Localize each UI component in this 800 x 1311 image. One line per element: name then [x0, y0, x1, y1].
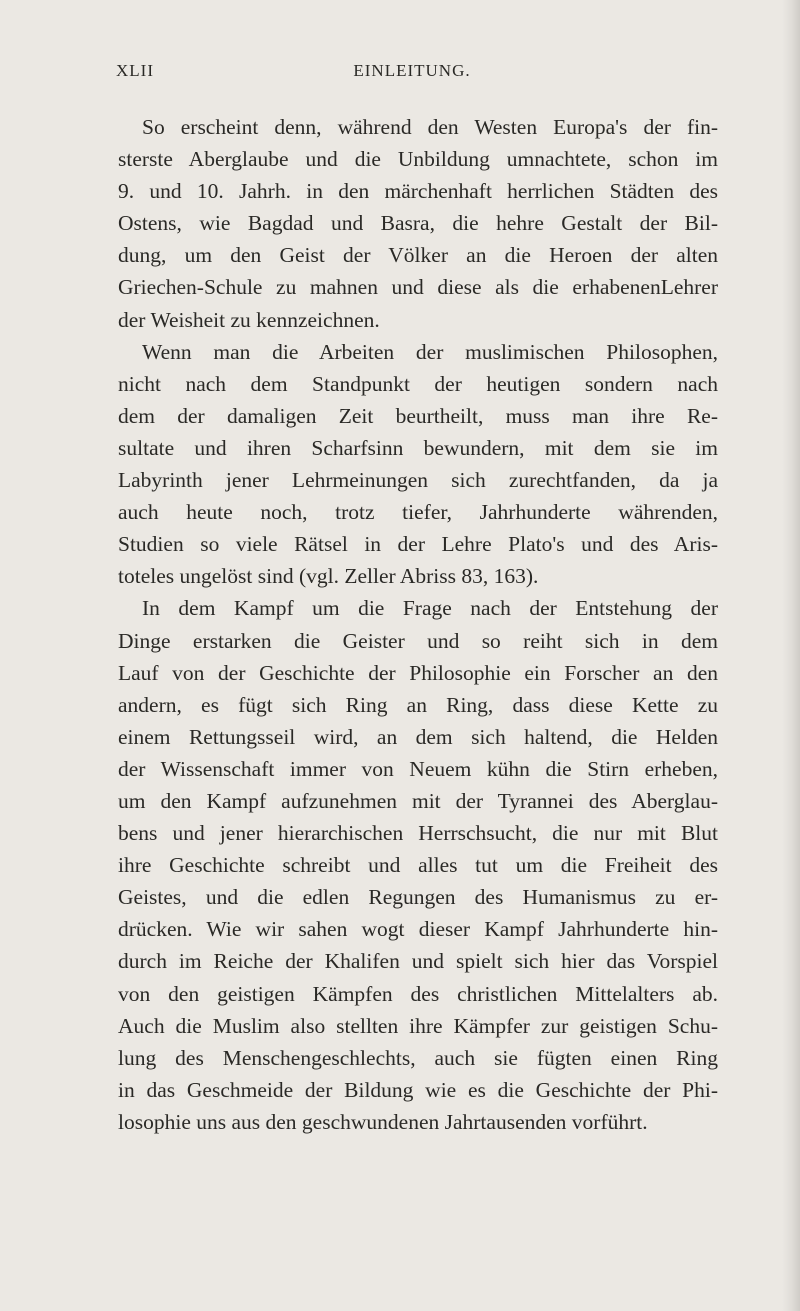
text-line: So erscheint denn, während den Westen Europa's der fin-: [142, 115, 718, 139]
text-line: Wenn man die Arbeiten der muslimischen Philosophen,: [142, 339, 718, 364]
section-title: EINLEITUNG.: [353, 61, 471, 80]
text-line: Labyrinth jener Lehrmeinungen sich zurechtfanden, da ja: [118, 468, 718, 493]
text-line: sultate und ihren Scharfsinn bewundern, mit dem sie im: [118, 435, 718, 460]
text-line: dung, um den Geist der Völker an die Heroen der alten: [118, 243, 718, 268]
text-line: ihre Geschichte schreibt und alles tut um die Freiheit des: [118, 853, 718, 878]
text-line: Dinge erstarken die Geister und so reiht sich in dem: [118, 628, 718, 653]
text-line: 9. und 10. Jahrh. in den märchenhaft herrlichen Städten des: [118, 179, 718, 204]
text-line: dem der damaligen Zeit beurtheilt, muss man ihre Re-: [118, 403, 718, 428]
text-line: Ostens, wie Bagdad und Basra, die hehre Gestalt der Bil-: [118, 211, 718, 236]
running-header: [116, 61, 720, 85]
body-text: [118, 111, 718, 1138]
text-line: auch heute noch, trotz tiefer, Jahrhunderte währenden,: [118, 500, 718, 525]
text-line: toteles ungelöst sind (vgl. Zeller Abriss 83, 163).: [118, 564, 539, 589]
text-line: der Weisheit zu kennzeichnen.: [118, 307, 380, 332]
text-line: um den Kampf aufzunehmen mit der Tyrannei des Aberglau-: [118, 788, 718, 813]
text-line: Griechen-Schule zu mahnen und diese als die erhabenenLehrer: [118, 275, 718, 300]
page-number: XLII: [116, 61, 154, 80]
text-line: In dem Kampf um die Frage nach der Entstehung der: [142, 596, 718, 621]
text-line: durch im Reiche der Khalifen und spielt sich hier das Vorspiel: [118, 949, 718, 974]
text-line: Studien so viele Rätsel in der Lehre Plato's und des Aris-: [118, 532, 718, 557]
text-line: sterste Aberglaube und die Unbildung umnachtete, schon im: [118, 147, 718, 172]
page-edge-shadow: [782, 0, 800, 1311]
text-line: in das Geschmeide der Bildung wie es die Geschichte der Phi-: [118, 1077, 718, 1102]
text-line: Geistes, und die edlen Regungen des Humanismus zu er-: [118, 885, 718, 910]
text-line: lung des Menschengeschlechts, auch sie fügten einen Ring: [118, 1045, 718, 1070]
text-line: Lauf von der Geschichte der Philosophie ein Forscher an den: [118, 660, 718, 685]
text-line: von den geistigen Kämpfen des christlichen Mittelalters ab.: [118, 981, 718, 1006]
text-line: drücken. Wie wir sahen wogt dieser Kampf Jahrhunderte hin-: [118, 917, 718, 942]
text-line: Auch die Muslim also stellten ihre Kämpfer zur geistigen Schu-: [118, 1013, 718, 1038]
text-line: nicht nach dem Standpunkt der heutigen sondern nach: [118, 371, 718, 396]
text-line: bens und jener hierarchischen Herrschsucht, die nur mit Blut: [118, 821, 718, 846]
text-line: losophie uns aus den geschwundenen Jahrtausenden vorführt.: [118, 1109, 648, 1134]
text-line: der Wissenschaft immer von Neuem kühn die Stirn erheben,: [118, 756, 718, 781]
text-line: andern, es fügt sich Ring an Ring, dass diese Kette zu: [118, 692, 718, 717]
text-line: einem Rettungsseil wird, an dem sich haltend, die Helden: [118, 724, 718, 749]
